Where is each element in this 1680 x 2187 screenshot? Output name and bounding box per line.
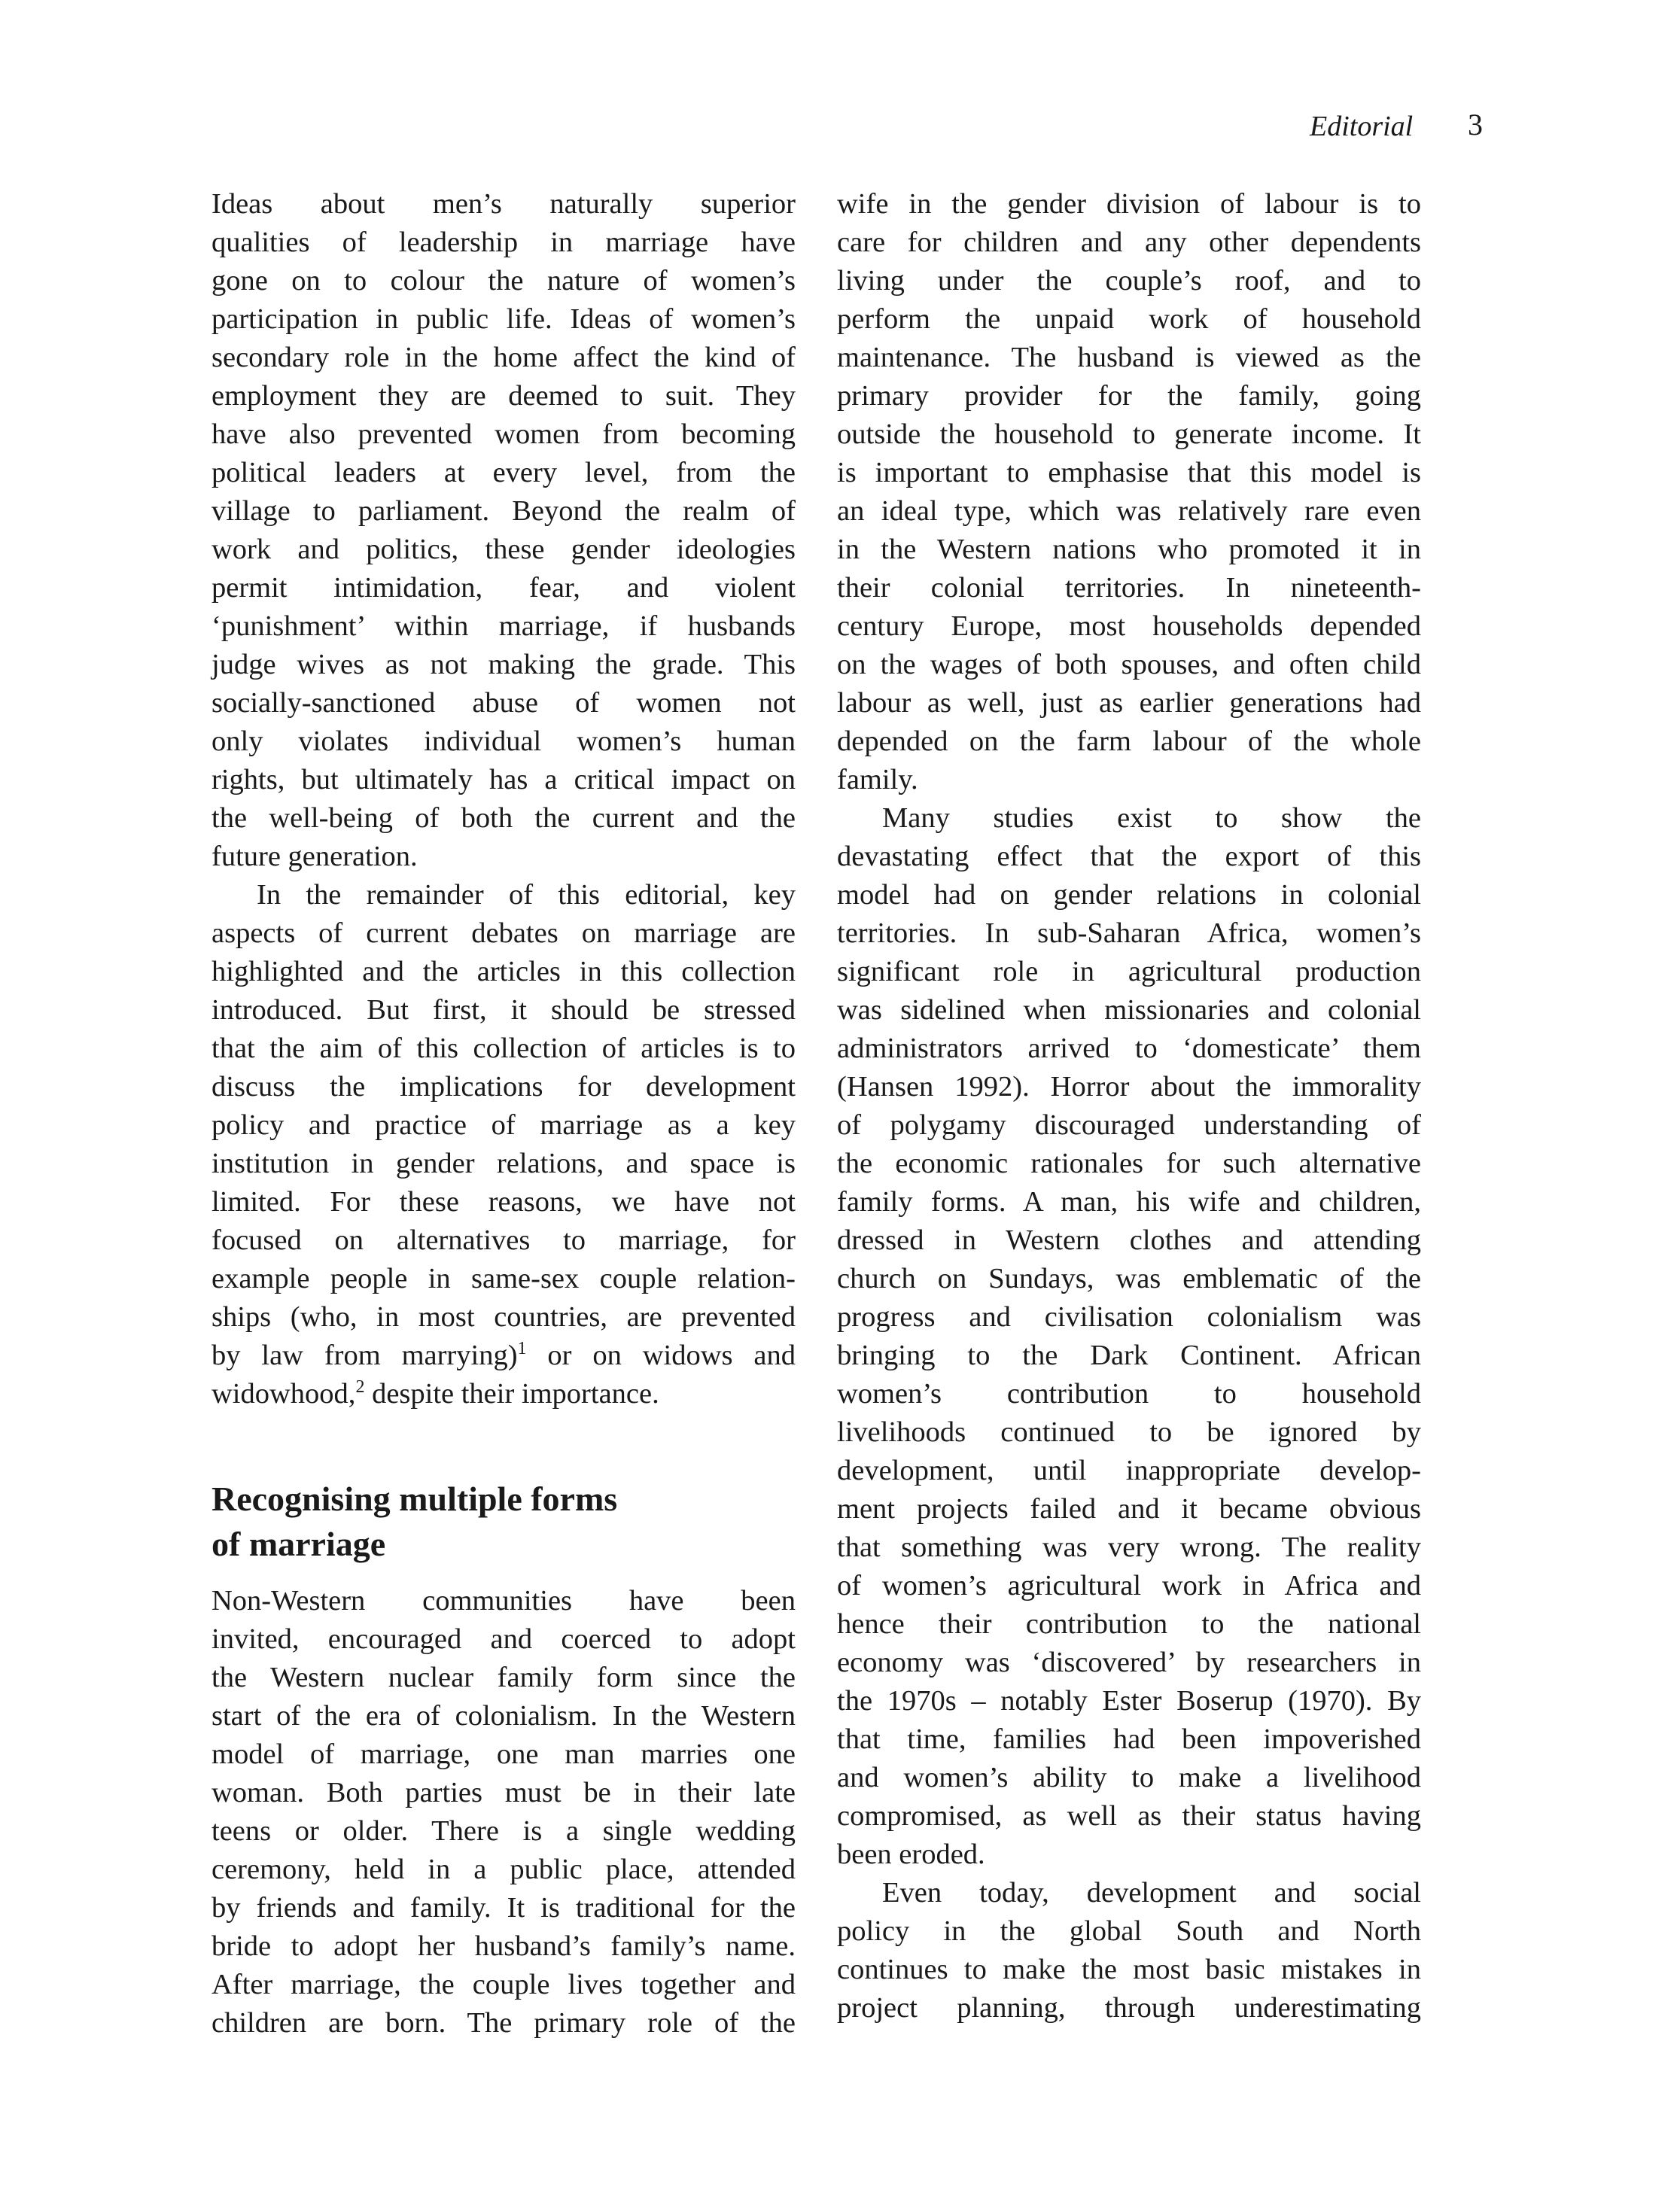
text-line: in the Western nations who promoted it in	[837, 534, 1421, 565]
text-line: the well-being of both the current and the	[212, 802, 796, 834]
text-line: example people in same-sex couple relation-	[212, 1263, 796, 1294]
text-line: family.	[837, 764, 918, 795]
text-line: century Europe, most households depended	[837, 610, 1421, 642]
text-line: discuss the implications for development	[212, 1071, 796, 1103]
text-line: political leaders at every level, from the	[212, 457, 796, 488]
text-line: highlighted and the articles in this collection	[212, 956, 796, 987]
text-line: secondary role in the home affect the kind of	[212, 342, 796, 373]
text-line: labour as well, just as earlier generations had	[837, 687, 1421, 719]
paragraph	[837, 799, 1421, 1874]
text-line: participation in public life. Ideas of women’s	[212, 303, 796, 335]
text-line: depended on the farm labour of the whole	[837, 725, 1421, 757]
text-line: significant role in agricultural production	[837, 956, 1421, 987]
text-line: ceremony, held in a public place, attended	[212, 1854, 796, 1885]
left-column	[212, 185, 796, 2043]
text-line: women’s contribution to household	[837, 1378, 1421, 1410]
text-line: policy in the global South and North	[837, 1915, 1421, 1947]
text-line: focused on alternatives to marriage, for	[212, 1224, 796, 1256]
text-line: policy and practice of marriage as a key	[212, 1109, 796, 1141]
text-line: bride to adopt her husband’s family’s name.	[212, 1930, 796, 1962]
text-line: rights, but ultimately has a critical impact on	[212, 764, 796, 795]
text-line: maintenance. The husband is viewed as the	[837, 342, 1421, 373]
text-line: that something was very wrong. The reality	[837, 1532, 1421, 1563]
text-line: progress and civilisation colonialism was	[837, 1301, 1421, 1333]
text-line: work and politics, these gender ideologies	[212, 534, 796, 565]
text-line: After marriage, the couple lives together and	[212, 1969, 796, 2000]
text-line: living under the couple’s roof, and to	[837, 265, 1421, 297]
paragraph	[212, 876, 796, 1413]
text-line: the 1970s – notably Ester Boserup (1970). By	[837, 1685, 1421, 1717]
text-line: is important to emphasise that this model is	[837, 457, 1421, 488]
text-line: continues to make the most basic mistakes in	[837, 1954, 1421, 1985]
text-line: qualities of leadership in marriage have	[212, 227, 796, 258]
text-line: only violates individual women’s human	[212, 725, 796, 757]
text-line: family forms. A man, his wife and children,	[837, 1186, 1421, 1218]
text-line: development, until inappropriate develop-	[837, 1455, 1421, 1486]
text-line: that the aim of this collection of articles is to	[212, 1033, 796, 1064]
text-line: woman. Both parties must be in their late	[212, 1777, 796, 1808]
text-line: children are born. The primary role of the	[212, 2007, 796, 2039]
text-line: limited. For these reasons, we have not	[212, 1186, 796, 1218]
text-line: institution in gender relations, and space is	[212, 1148, 796, 1179]
text-line: ships (who, in most countries, are prevented	[212, 1301, 796, 1333]
text-line: have also prevented women from becoming	[212, 418, 796, 450]
text-line: livelihoods continued to be ignored by	[837, 1416, 1421, 1448]
text-line: economy was ‘discovered’ by researchers in	[837, 1647, 1421, 1678]
text-line: compromised, as well as their status having	[837, 1800, 1421, 1832]
text-line: by friends and family. It is traditional for the	[212, 1892, 796, 1924]
footnote-ref[interactable]: 1	[517, 1339, 527, 1358]
text-line: their colonial territories. In nineteenth-	[837, 572, 1421, 604]
text-line: territories. In sub-Saharan Africa, women’s	[837, 917, 1421, 949]
text-line: gone on to colour the nature of women’s	[212, 265, 796, 297]
text-line: permit intimidation, fear, and violent	[212, 572, 796, 604]
page-number: 3	[1468, 108, 1483, 141]
text-line: devastating effect that the export of this	[837, 841, 1421, 872]
text-line: administrators arrived to ‘domesticate’ them	[837, 1033, 1421, 1064]
text-line: In the remainder of this editorial, key	[257, 879, 796, 911]
footnote-ref[interactable]: 2	[355, 1377, 365, 1397]
text-line: hence their contribution to the national	[837, 1608, 1421, 1640]
text-line: socially-sanctioned abuse of women not	[212, 687, 796, 719]
text-line: an ideal type, which was relatively rare even	[837, 495, 1421, 527]
running-head: Editorial	[1310, 111, 1414, 142]
text-line: dressed in Western clothes and attending	[837, 1224, 1421, 1256]
paragraph	[837, 1874, 1421, 2027]
text-line: church on Sundays, was emblematic of the	[837, 1263, 1421, 1294]
right-column	[837, 185, 1421, 2027]
text-line: on the wages of both spouses, and often child	[837, 649, 1421, 680]
text-line: of polygamy discouraged understanding of	[837, 1109, 1421, 1141]
text-line: Ideas about men’s naturally superior	[212, 188, 796, 220]
heading-line: Recognising multiple forms	[212, 1480, 618, 1518]
text-line: ‘punishment’ within marriage, if husbands	[212, 610, 796, 642]
text-line: widowhood,$^2$ despite their importance.	[212, 1377, 659, 1410]
text-line: introduced. But first, it should be stressed	[212, 994, 796, 1026]
text-line: primary provider for the family, going	[837, 380, 1421, 412]
text-line: outside the household to generate income. It	[837, 418, 1421, 450]
text-line: Many studies exist to show the	[882, 802, 1421, 834]
text-line: start of the era of colonialism. In the Western	[212, 1700, 796, 1732]
text-line: and women’s ability to make a livelihood	[837, 1762, 1421, 1793]
text-line: (Hansen 1992). Horror about the immorality	[837, 1071, 1421, 1103]
text-line: the economic rationales for such alternative	[837, 1148, 1421, 1179]
text-line: employment they are deemed to suit. They	[212, 380, 796, 412]
text-line: invited, encouraged and coerced to adopt	[212, 1623, 796, 1655]
text-line: care for children and any other dependents	[837, 227, 1421, 258]
text-line: bringing to the Dark Continent. African	[837, 1340, 1421, 1371]
text-line: village to parliament. Beyond the realm of	[212, 495, 796, 527]
text-line: Non-Western communities have been	[212, 1585, 796, 1617]
text-line: been eroded.	[837, 1839, 985, 1870]
text-line: project planning, through underestimating	[837, 1992, 1421, 2024]
text-line: judge wives as not making the grade. This	[212, 649, 796, 680]
text-line: of women’s agricultural work in Africa and	[837, 1570, 1421, 1601]
paragraph	[212, 185, 796, 876]
text-line: model had on gender relations in colonial	[837, 879, 1421, 911]
text-line: was sidelined when missionaries and colonial	[837, 994, 1421, 1026]
text-line: Even today, development and social	[882, 1877, 1421, 1909]
text-line: teens or older. There is a single wedding	[212, 1815, 796, 1847]
text-line: that time, families had been impoverished	[837, 1723, 1421, 1755]
heading-line: of marriage	[212, 1525, 386, 1563]
text-line: aspects of current debates on marriage are	[212, 917, 796, 949]
paragraph	[212, 1582, 796, 2043]
paragraph	[837, 185, 1421, 799]
text-line: future generation.	[212, 841, 418, 872]
text-line: by law from marrying)$^1$ or on widows and	[212, 1339, 796, 1371]
text-line: perform the unpaid work of household	[837, 303, 1421, 335]
text-line: wife in the gender division of labour is to	[837, 188, 1421, 220]
section-heading	[212, 1477, 796, 1567]
text-line: the Western nuclear family form since the	[212, 1662, 796, 1693]
text-line: model of marriage, one man marries one	[212, 1738, 796, 1770]
text-line: ment projects failed and it became obvious	[837, 1493, 1421, 1525]
